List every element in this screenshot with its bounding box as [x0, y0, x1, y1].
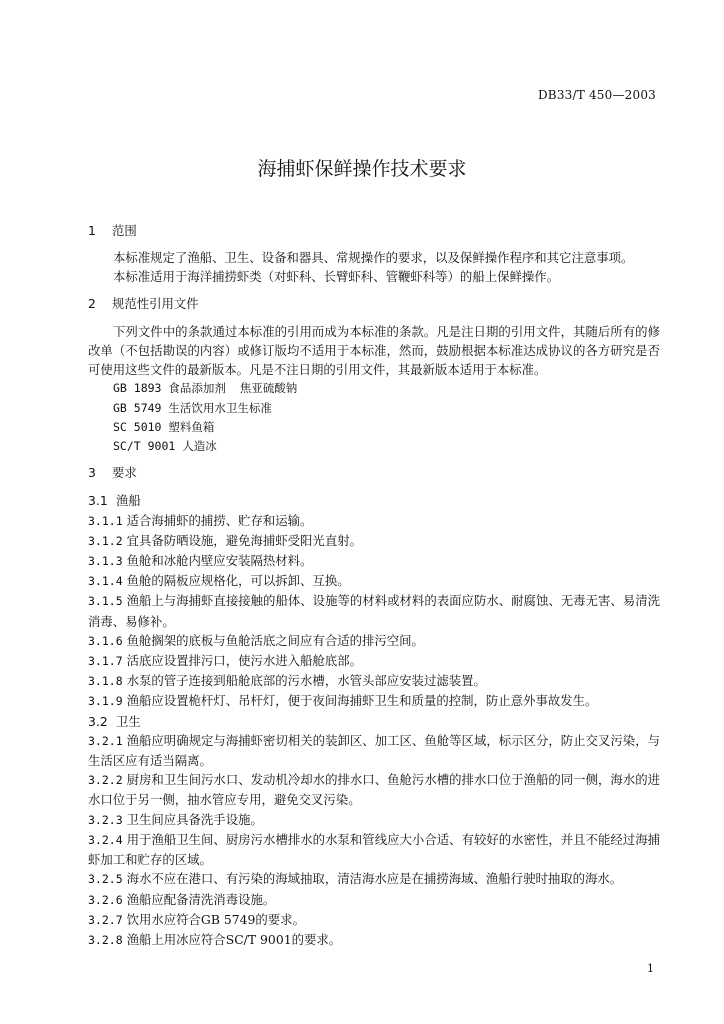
clause-number: 3.2.7: [88, 912, 123, 927]
clause-text: 渔船上用冰应符合SC/T 9001的要求。: [126, 931, 342, 947]
clause-text: 宜具备防晒设施，避免海捕虾受阳光直射。: [126, 532, 362, 548]
clause-item: [88, 810, 660, 830]
reference-item: SC/T 9001 人造冰: [113, 439, 217, 454]
section-number: 2: [88, 295, 96, 311]
section-heading: [88, 294, 660, 313]
clause-item: [88, 731, 660, 770]
section-title: 范围: [111, 223, 137, 238]
clause-number: 3.2.5: [88, 872, 123, 887]
paragraph: 本标准适用于海洋捕捞虾类（对虾科、长臂虾科、管鞭虾科等）的船上保鲜操作。: [113, 269, 560, 285]
subsection-number: 3.1: [88, 493, 108, 509]
clause-text: 渔船应设置桅杆灯、吊杆灯，便于夜间海捕虾卫生和质量的控制，防止意外事故发生。: [126, 693, 598, 709]
reference-item: SC 5010 塑料鱼箱: [113, 419, 215, 434]
document-title: 海捕虾保鲜操作技术要求: [257, 158, 467, 180]
section-heading: [88, 221, 660, 240]
clause-item: [88, 511, 660, 531]
clause-number: 3.2.3: [88, 812, 123, 827]
reference-item: GB 5749 生活饮用水卫生标准: [113, 400, 272, 415]
section-title: 要求: [111, 465, 137, 481]
clause-text: 适合海捕虾的捕捞、贮存和运输。: [126, 512, 313, 528]
paragraph: 下列文件中的条款通过本标准的引用而成为本标准的条款。凡是注日期的引用文件，其随后所有的修改单（不包括勘误的内容）或修订版均不适用于本标准，然而，鼓励根据本标准达成协议的各方研究是否可使用这些文件的最新版本。凡是不注日期的引用文件，其最新版本适用于本标准。: [88, 323, 660, 378]
clause-text: 水泵的管子连接到船舱底部的污水槽，水管头部应安装过滤装置。: [126, 673, 486, 689]
section-number: 1: [88, 223, 96, 238]
clause-number: 3.1.5: [88, 594, 123, 609]
clause-item: [88, 910, 660, 930]
clause-text: 厨房和卫生间污水口、发动机冷却水的排水口、鱼舱污水槽的排水口位于渔船的同一侧，海水的进水口位于另一侧，抽水管应专用，避免交叉污染。: [88, 772, 661, 808]
clause-number: 3.2.2: [88, 773, 123, 788]
subsection-heading: [88, 491, 660, 510]
clause-number: 3.1.4: [88, 574, 123, 589]
clause-item: [88, 890, 660, 910]
clause-item: [88, 531, 660, 551]
clause-item: [88, 770, 660, 809]
subsection-title: 卫生: [116, 713, 141, 729]
clause-text: 鱼舱的隔板应规格化，可以拆卸、互换。: [126, 573, 350, 589]
clause-item: [88, 591, 660, 630]
clause-item: [88, 651, 660, 671]
clause-item: [88, 869, 660, 889]
document-body: [88, 221, 660, 950]
clause-number: 3.2.8: [88, 932, 123, 947]
clause-text: 卫生间应具备洗手设施。: [126, 811, 263, 827]
clause-text: 鱼舱和冰舱内壁应安装隔热材料。: [126, 553, 313, 569]
clause-text: 饮用水应符合GB 5749的要求。: [126, 911, 305, 927]
clause-number: 3.1.6: [88, 633, 123, 648]
subsection-title: 渔船: [116, 493, 141, 509]
clause-number: 3.1.9: [88, 694, 123, 709]
clause-item: [88, 930, 660, 950]
clause-item: [88, 631, 660, 651]
clause-item: [88, 671, 660, 691]
paragraph: 本标准规定了渔船、卫生、设备和器具、常规操作的要求，以及保鲜操作程序和其它注意事项。: [113, 250, 634, 266]
clause-text: 渔船上与海捕虾直接接触的船体、设施等的材料或材料的表面应防水、耐腐蚀、无毒无害、易清洗消毒、易修补。: [88, 593, 661, 629]
clause-number: 3.1.8: [88, 674, 123, 689]
clause-text: 渔船应明确规定与海捕虾密切相关的装卸区、加工区、鱼舱等区域，标示区分，防止交叉污染，与生活区应有适当隔离。: [88, 732, 661, 769]
clause-number: 3.1.3: [88, 554, 123, 569]
clause-number: 3.1.7: [88, 654, 123, 669]
document-code: DB33/T 450—2003: [537, 88, 656, 102]
reference-item: GB 1893 食品添加剂 焦亚硫酸钠: [113, 381, 298, 396]
clause-text: 海水不应在港口、有污染的海域抽取，清洁海水应是在捕捞海域、渔船行驶时抽取的海水。: [126, 871, 623, 887]
subsection-number: 3.2: [88, 713, 108, 729]
section-title: 规范性引用文件: [111, 295, 199, 311]
clause-number: 3.2.6: [88, 892, 123, 907]
clause-text: 用于渔船卫生间、厨房污水槽排水的水泵和管线应大小合适、有较好的水密性，并且不能经过海捕虾加工和贮存的区域。: [88, 831, 661, 868]
clause-number: 3.2.1: [88, 733, 123, 748]
subsection-heading: [88, 712, 660, 731]
clause-text: 渔船应配备清洗消毒设施。: [126, 891, 276, 907]
section-number: 3: [88, 465, 96, 481]
clause-item: [88, 571, 660, 591]
page-number: 1: [647, 962, 654, 975]
clause-item: [88, 830, 660, 869]
clause-text: 鱼舱搁架的底板与鱼舱活底之间应有合适的排污空间。: [126, 632, 424, 648]
clause-number: 3.2.4: [88, 832, 123, 847]
clause-item: [88, 551, 660, 571]
section-heading: [88, 463, 660, 482]
clause-text: 活底应设置排污口，使污水进入船舱底部。: [126, 653, 362, 669]
clause-number: 3.1.1: [88, 513, 123, 528]
clause-number: 3.1.2: [88, 533, 123, 548]
clause-item: [88, 691, 660, 711]
